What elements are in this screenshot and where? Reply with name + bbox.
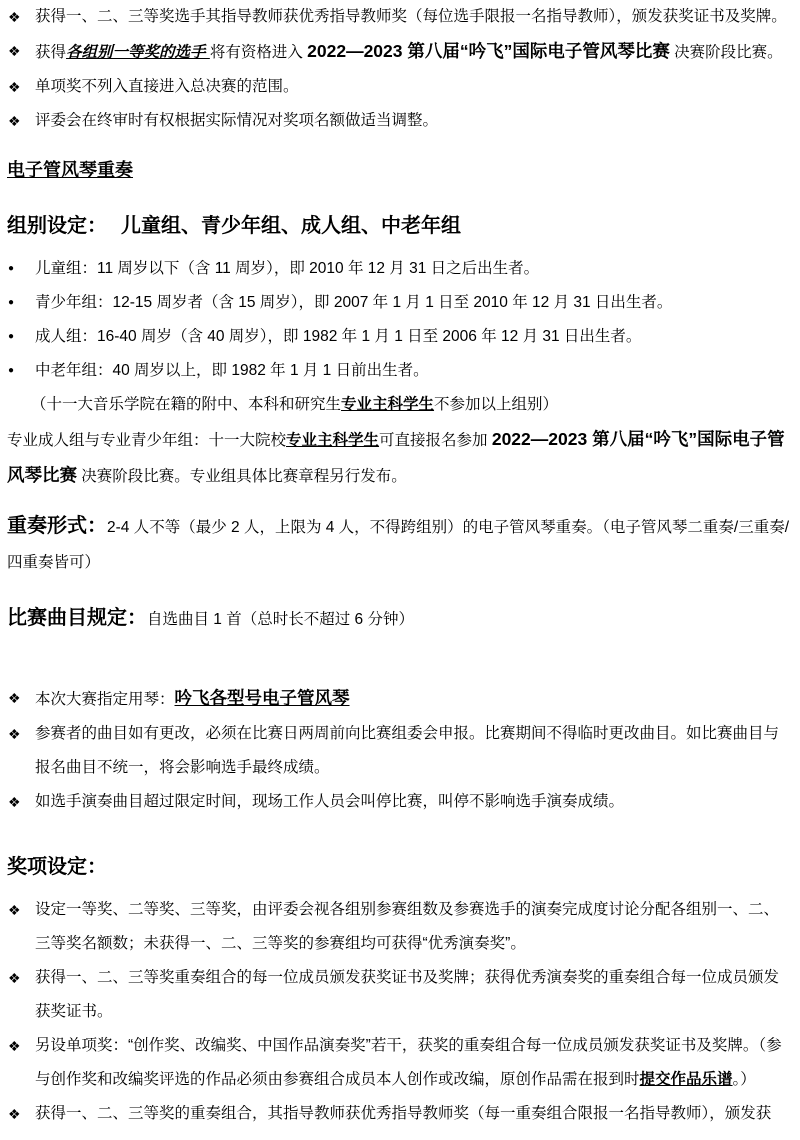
repertoire-rule-label: 比赛曲目规定：	[7, 607, 147, 629]
list-item	[7, 961, 794, 1029]
ensemble-form	[7, 509, 794, 580]
paragraph-text: 本次大赛指定用琴：	[35, 691, 175, 708]
paragraph-text: 2-4 人不等（最少 2 人，上限为 4 人，不得跨组别）的电子管风琴重奏。（电子管风琴二重奏/三重奏/四重奏皆可）	[7, 519, 790, 571]
repertoire-rule	[7, 600, 794, 638]
paragraph-text: 。）	[732, 1071, 756, 1088]
ensemble-form-label: 重奏形式：	[7, 515, 107, 537]
emphasized-text: 提交作品乐谱	[639, 1071, 733, 1088]
emphasized-text: 专业主科学生	[341, 396, 435, 413]
pro-admission-paragraph	[7, 422, 794, 494]
paragraph-text: 成人组：16-40 周岁（含 40 周岁），即 1982 年 1 月 1 日至 2006 年 12 月 31 日出生者。	[35, 328, 642, 345]
designated-instrument: 吟飞各型号电子管风琴	[174, 688, 350, 708]
paragraph-text: 如选手演奏曲目超过限定时间，现场工作人员会叫停比赛，叫停不影响选手演奏成绩。	[35, 793, 625, 810]
emphasized-text: 各组别一等奖的选手	[66, 44, 210, 61]
circle-bullet-icon: ●	[8, 331, 15, 342]
groups-heading-label: 组别设定：	[7, 215, 107, 237]
paragraph-text: 获得一、二、三等奖重奏组合的每一位成员颁发获奖证书及奖牌；获得优秀演奏奖的重奏组合每一位成员颁发获奖证书。	[35, 969, 780, 1020]
diamond-bullet-icon: ❖	[8, 9, 21, 25]
competition-name: 2022—2023 第八届“吟飞”国际电子管风琴比赛	[7, 429, 785, 485]
list-item	[7, 286, 794, 320]
list-item	[7, 785, 794, 819]
paragraph-text: 不参加以上组别）	[434, 396, 559, 413]
paragraph-text: 青少年组：12-15 周岁者（含 15 周岁），即 2007 年 1 月 1 日至 2010 年 12 月 31 日出生者。	[35, 294, 673, 311]
diamond-bullet-icon: ❖	[8, 43, 21, 59]
paragraph-text: 参赛者的曲目如有更改，必须在比赛日两周前向比赛组委会申报。比赛期间不得临时更改曲目。如比赛曲目与报名曲目不统一，将会影响选手最终成绩。	[35, 725, 780, 776]
paragraph-text: 将有资格进入	[209, 44, 308, 61]
list-item	[7, 70, 794, 104]
diamond-bullet-icon: ❖	[8, 1038, 21, 1054]
list-item	[7, 34, 794, 70]
list-item	[7, 252, 794, 286]
list-item	[7, 893, 794, 961]
circle-bullet-icon: ●	[8, 263, 15, 274]
paragraph-text: 另设单项奖：“创作奖、改编奖、中国作品演奏奖”若干，获奖的重奏组合每一位成员颁发获奖证书及奖牌。（参与创作奖和改编奖评选的作品必须由参赛组合成员本人创作或改编，原创作品需在报到时	[35, 1037, 782, 1088]
paragraph-text: 儿童组：11 周岁以下（含 11 周岁），即 2010 年 12 月 31 日之后出生者。	[35, 260, 540, 277]
circle-bullet-icon: ●	[8, 365, 15, 376]
list-item	[7, 0, 794, 34]
intro-bullet-list	[7, 0, 794, 138]
awards-list	[7, 893, 794, 1131]
paragraph-text: 评委会在终审时有权根据实际情况对奖项名额做适当调整。	[35, 112, 439, 129]
paragraph-text: 决赛阶段比赛。	[669, 44, 783, 61]
list-item	[7, 354, 794, 388]
paragraph-text: 专业成人组与专业青少年组：十一大院校	[7, 432, 287, 449]
rules-list	[7, 681, 794, 819]
diamond-bullet-icon: ❖	[8, 690, 21, 706]
paragraph-text: 中老年组：40 周岁以上，即 1982 年 1 月 1 日前出生者。	[35, 362, 429, 379]
diamond-bullet-icon: ❖	[8, 794, 21, 810]
groups-heading	[7, 208, 794, 244]
diamond-bullet-icon: ❖	[8, 726, 21, 742]
list-item	[7, 320, 794, 354]
list-item	[7, 717, 794, 785]
ensemble-section-heading: 电子管风琴重奏	[7, 160, 133, 180]
diamond-bullet-icon: ❖	[8, 79, 21, 95]
groups-heading-value: 儿童组、青少年组、成人组、中老年组	[121, 215, 461, 237]
paragraph-text: 可直接报名参加	[379, 432, 492, 449]
group-list	[7, 252, 794, 422]
group-note	[7, 388, 794, 422]
paragraph-text: 获得一、二、三等奖的重奏组合，其指导教师获优秀指导教师奖（每一重奏组合限报一名指导教师），颁发获	[35, 1105, 772, 1122]
list-item	[7, 681, 794, 717]
circle-bullet-icon: ●	[8, 297, 15, 308]
diamond-bullet-icon: ❖	[8, 113, 21, 129]
list-item	[7, 104, 794, 138]
paragraph-text: （十一大音乐学院在籍的附中、本科和研究生	[31, 396, 342, 413]
diamond-bullet-icon: ❖	[8, 1106, 21, 1122]
emphasized-text: 专业主科学生	[286, 432, 380, 449]
paragraph-text: 自选曲目 1 首（总时长不超过 6 分钟）	[147, 611, 414, 628]
list-item	[7, 1097, 794, 1131]
paragraph-text: 决赛阶段比赛。专业组具体比赛章程另行发布。	[77, 468, 407, 485]
awards-heading: 奖项设定：	[7, 856, 107, 878]
diamond-bullet-icon: ❖	[8, 902, 21, 918]
paragraph-text: 获得一、二、三等奖选手其指导教师获优秀指导教师奖（每位选手限报一名指导教师），颁发获奖证书及奖牌。	[35, 8, 787, 25]
paragraph-text: 设定一等奖、二等奖、三等奖，由评委会视各组别参赛组数及参赛选手的演奏完成度讨论分配各组别一、二、三等奖名额数；未获得一、二、三等奖的参赛组均可获得“优秀演奏奖”。	[35, 901, 780, 952]
list-item	[7, 1029, 794, 1097]
competition-name: 2022—2023 第八届“吟飞”国际电子管风琴比赛	[307, 41, 670, 61]
paragraph-text: 获得	[35, 44, 67, 61]
diamond-bullet-icon: ❖	[8, 970, 21, 986]
paragraph-text: 单项奖不列入直接进入总决赛的范围。	[35, 78, 299, 95]
